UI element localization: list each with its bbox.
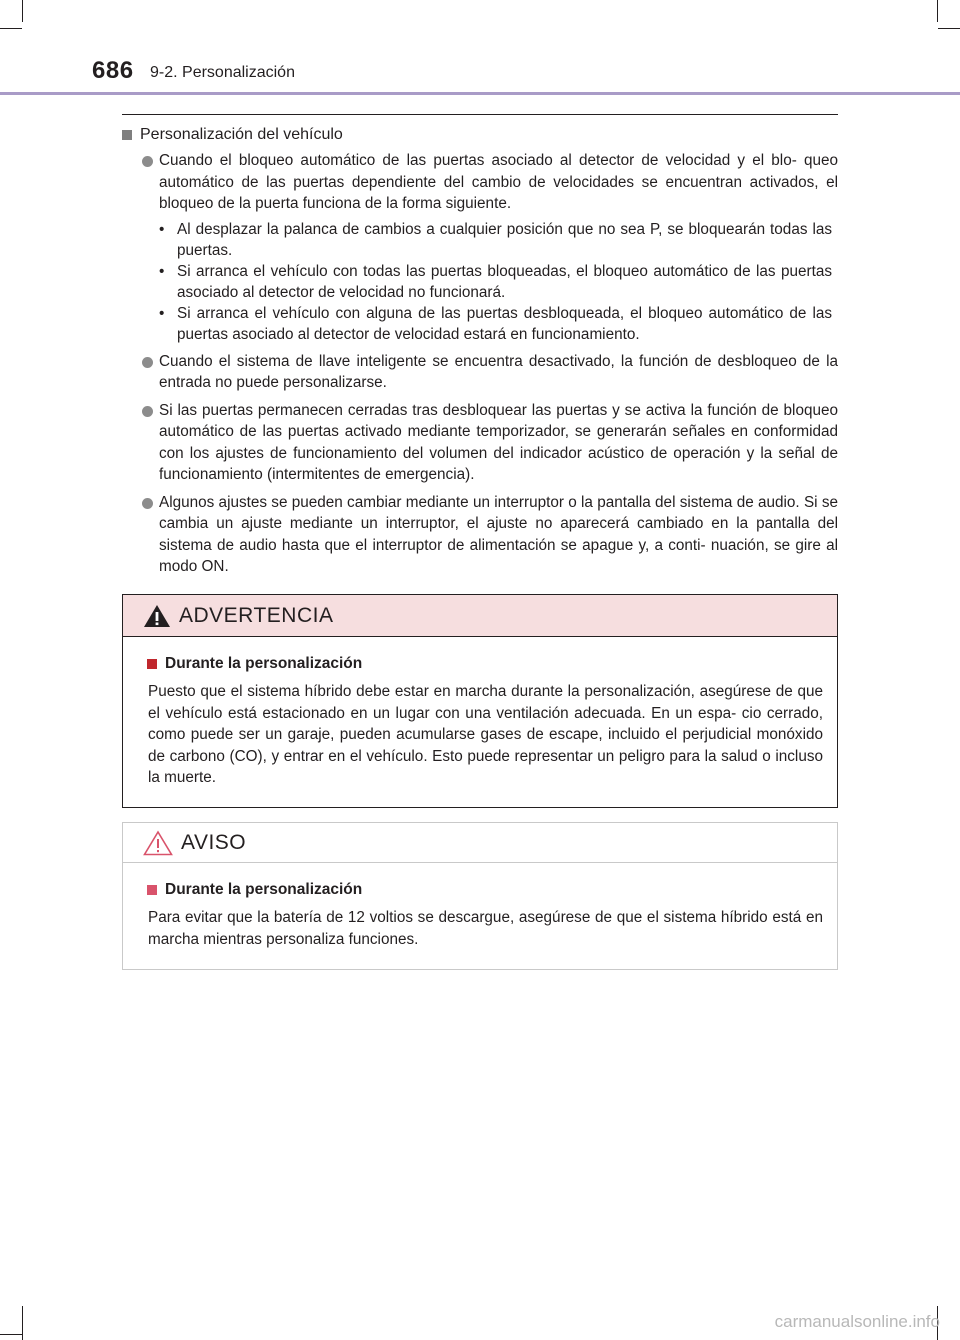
- notice-header: [123, 823, 837, 863]
- round-bullet-icon: [142, 406, 153, 417]
- square-bullet-icon: [147, 885, 157, 895]
- notice-body: [123, 863, 837, 950]
- round-bullet-icon: [142, 498, 153, 509]
- notice-box: [122, 822, 838, 970]
- warning-triangle-icon: [143, 604, 171, 628]
- subheading-text: Personalización del vehículo: [140, 126, 343, 143]
- list-item-text: Cuando el bloqueo automático de las puertas asociado al detector de velocidad y el blo- queo automático de las puertas dependiente del cambio de velocidades se encuentran activados, el bloqueo de la puerta funciona de la forma siguiente.: [159, 152, 838, 212]
- square-bullet-icon: [147, 659, 157, 669]
- list-item: [122, 400, 838, 486]
- warning-text: Puesto que el sistema híbrido debe estar en marcha durante la personalización, asegúrese de que el vehículo está estacionado en un lugar con una ventilación adecuada. En un espa- cio cerrado, como puede ser un garaje, pueden acumularse gases de escape, incluido el perjudicial monóxido de carbono (CO), y entrar en el vehículo. Esto puede representar un peligro para la salud o incluso la muerte.: [148, 683, 823, 786]
- header-rule: [0, 92, 960, 95]
- notice-title: AVISO: [181, 830, 247, 854]
- round-bullet-icon: [142, 357, 153, 368]
- crop-mark: [938, 28, 960, 29]
- page-number: 686: [92, 57, 134, 84]
- sub-list-item: • Si arranca el vehículo con todas las puertas bloqueadas, el bloqueo automático de las puertas asociado al detector de velocidad no funcionará.: [159, 262, 832, 301]
- subheading: [122, 126, 838, 144]
- section-title: 9-2. Personalización: [150, 64, 295, 81]
- crop-mark: [0, 1334, 22, 1335]
- notice-text: Para evitar que la batería de 12 voltios se descargue, asegúrese de que el sistema híbrido está en marcha mientras personaliza funciones.: [148, 909, 823, 948]
- caution-triangle-icon: [143, 830, 173, 856]
- crop-mark: [22, 1306, 23, 1340]
- sub-list-item: • Si arranca el vehículo con alguna de las puertas desbloqueada, el bloqueo automático de las puertas asociado al detector de velocidad estará en funcionamiento.: [159, 304, 832, 343]
- warning-header: [123, 595, 837, 637]
- content-rule: [122, 114, 838, 115]
- warning-title: ADVERTENCIA: [179, 603, 334, 627]
- list-item: [122, 150, 838, 345]
- list-item: [122, 492, 838, 578]
- crop-mark: [937, 0, 938, 22]
- square-bullet-icon: [122, 130, 132, 140]
- crop-mark: [0, 28, 22, 29]
- main-content: [122, 126, 838, 584]
- list-item-text: Si las puertas permanecen cerradas tras desbloquear las puertas y se activa la función de bloqueo automático de las puertas activado mediante temporizador, se generarán señales en conformidad con los ajustes de funcionamiento del volumen del indicador acústico de operación y la señal de funcionamiento (intermitentes de emergencia).: [159, 401, 838, 483]
- list-item-text: Algunos ajustes se pueden cambiar mediante un interruptor o la pantalla del sistema de audio. Si se cambia un ajuste mediante un interruptor, el ajuste no aparecerá cambiado en la pantalla del sistema de audio hasta que el interruptor de alimentación se apague y, a conti- nuación, se gire al modo ON.: [159, 493, 838, 575]
- warning-subheading: Durante la personalización: [147, 655, 823, 673]
- warning-box: [122, 594, 838, 808]
- notice-subheading: Durante la personalización: [147, 881, 823, 899]
- list-item: [122, 351, 838, 394]
- sub-list: [122, 219, 838, 345]
- round-bullet-icon: [142, 156, 153, 167]
- crop-mark: [22, 0, 23, 22]
- sub-list-item: • Al desplazar la palanca de cambios a cualquier posición que no sea P, se bloquearán todas las puertas.: [159, 220, 832, 259]
- list-item-text: Cuando el sistema de llave inteligente se encuentra desactivado, la función de desbloqueo de la entrada no puede personalizarse.: [159, 352, 838, 391]
- footer-watermark: carmanualsonline.info: [774, 1312, 940, 1331]
- warning-body: [123, 637, 837, 789]
